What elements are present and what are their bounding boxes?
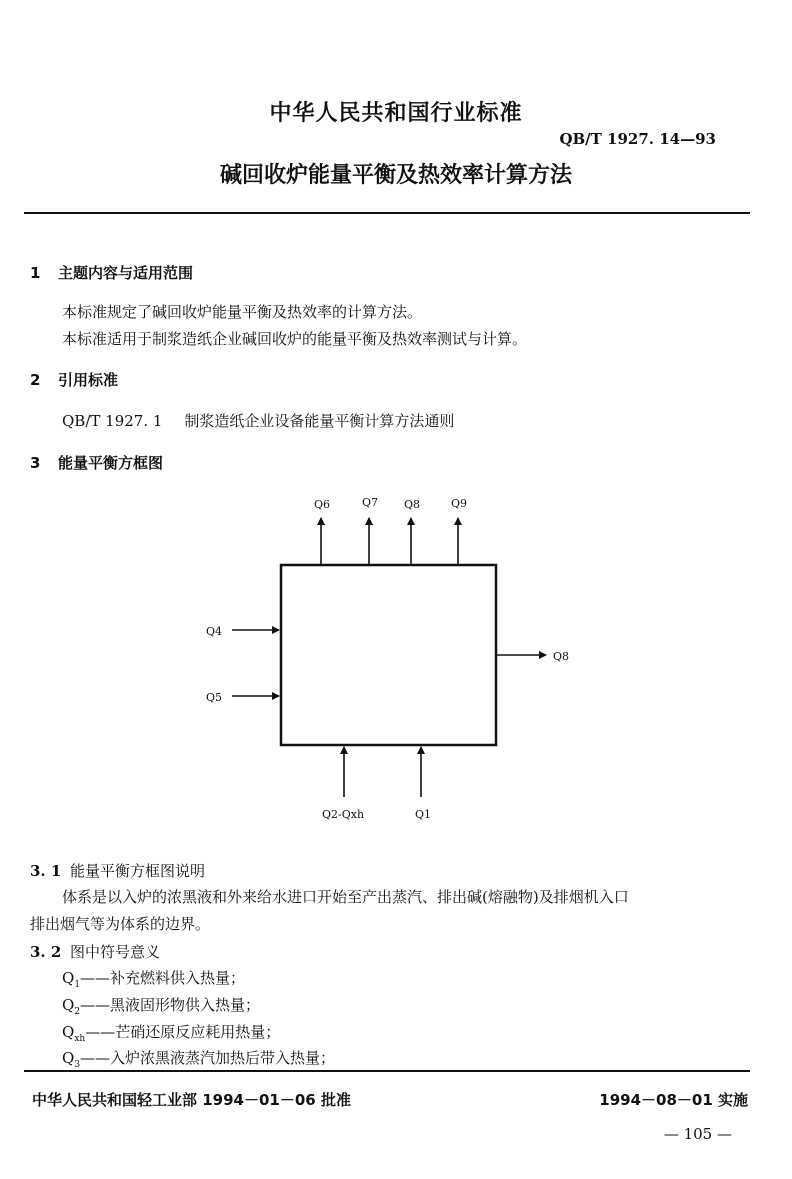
section-3-1-title: 能量平衡方框图说明 bbox=[70, 862, 206, 880]
issuing-body-title: 中华人民共和国行业标准 bbox=[269, 101, 523, 126]
symbol-q: Q bbox=[62, 969, 75, 987]
section-3-1-number: 3. 1 bbox=[30, 862, 62, 880]
symbol-q: Q bbox=[62, 1049, 75, 1067]
section-3-1-text-line-2: 排出烟气等为体系的边界。 bbox=[30, 915, 211, 933]
symbol-subscript: 1 bbox=[74, 980, 81, 990]
page-number: — 105 — bbox=[663, 1125, 732, 1143]
approval-statement: 中华人民共和国轻工业部 1994－01－06 批准 bbox=[32, 1091, 351, 1109]
section-2-heading bbox=[30, 369, 118, 390]
footer-divider bbox=[24, 1070, 750, 1072]
symbol-subscript: 3 bbox=[74, 1060, 81, 1070]
standard-number: QB/T 1927. 14—93 bbox=[559, 130, 716, 148]
section-1-paragraph-2: 本标准适用于制浆造纸企业碱回收炉的能量平衡及热效率测试与计算。 bbox=[62, 330, 528, 348]
section-3-number: 3 bbox=[30, 454, 41, 472]
symbol-row-q2 bbox=[62, 994, 260, 1017]
symbol-subscript: xh bbox=[74, 1034, 86, 1044]
label-q9: Q9 bbox=[451, 497, 468, 510]
section-3-2-heading bbox=[30, 941, 160, 962]
symbol-q: Q bbox=[62, 1023, 75, 1041]
reference-code: QB/T 1927. 1 bbox=[62, 412, 163, 430]
section-2-title: 引用标准 bbox=[58, 371, 119, 389]
symbol-meaning: ——入炉浓黑液蒸汽加热后带入热量； bbox=[80, 1049, 336, 1067]
section-1-title: 主题内容与适用范围 bbox=[58, 264, 194, 282]
label-q6: Q6 bbox=[314, 498, 331, 511]
label-q1: Q1 bbox=[415, 808, 432, 821]
system-boundary-box bbox=[281, 565, 496, 745]
energy-balance-diagram bbox=[190, 480, 610, 830]
section-3-1-text-line-1: 体系是以入炉的浓黑液和外来给水进口开始至产出蒸汽、排出碱(熔融物)及排烟机入口 bbox=[62, 888, 629, 906]
section-3-1-heading bbox=[30, 860, 205, 881]
label-q8-top: Q8 bbox=[404, 498, 421, 511]
symbol-q: Q bbox=[62, 996, 75, 1014]
section-3-title: 能量平衡方框图 bbox=[58, 454, 164, 472]
document-title: 碱回收炉能量平衡及热效率计算方法 bbox=[219, 163, 572, 188]
header-divider bbox=[24, 212, 750, 214]
section-3-2-title: 图中符号意义 bbox=[70, 943, 161, 961]
label-q5: Q5 bbox=[206, 691, 223, 704]
symbol-meaning: ——芒硝还原反应耗用热量； bbox=[85, 1023, 281, 1041]
reference-title: 制浆造纸企业设备能量平衡计算方法通则 bbox=[184, 412, 455, 430]
section-2-number: 2 bbox=[30, 371, 41, 389]
section-1-heading bbox=[30, 262, 193, 283]
section-1-paragraph-1: 本标准规定了碱回收炉能量平衡及热效率的计算方法。 bbox=[62, 303, 423, 321]
symbol-subscript: 2 bbox=[74, 1007, 81, 1017]
label-q7: Q7 bbox=[362, 496, 379, 509]
symbol-meaning: ——补充燃料供入热量； bbox=[80, 969, 246, 987]
section-3-2-number: 3. 2 bbox=[30, 943, 62, 961]
symbol-row-q3 bbox=[62, 1047, 335, 1070]
symbol-row-q1 bbox=[62, 967, 245, 990]
section-2-reference bbox=[62, 410, 454, 431]
implementation-date: 1994－08－01 实施 bbox=[599, 1091, 748, 1109]
label-q8-right: Q8 bbox=[553, 650, 570, 663]
symbol-row-qxh bbox=[62, 1021, 280, 1044]
symbol-meaning: ——黑液固形物供入热量； bbox=[80, 996, 261, 1014]
section-1-number: 1 bbox=[30, 264, 41, 282]
label-q2-qxh: Q2-Qxh bbox=[322, 808, 365, 821]
section-3-heading bbox=[30, 452, 163, 473]
label-q4: Q4 bbox=[206, 625, 223, 638]
